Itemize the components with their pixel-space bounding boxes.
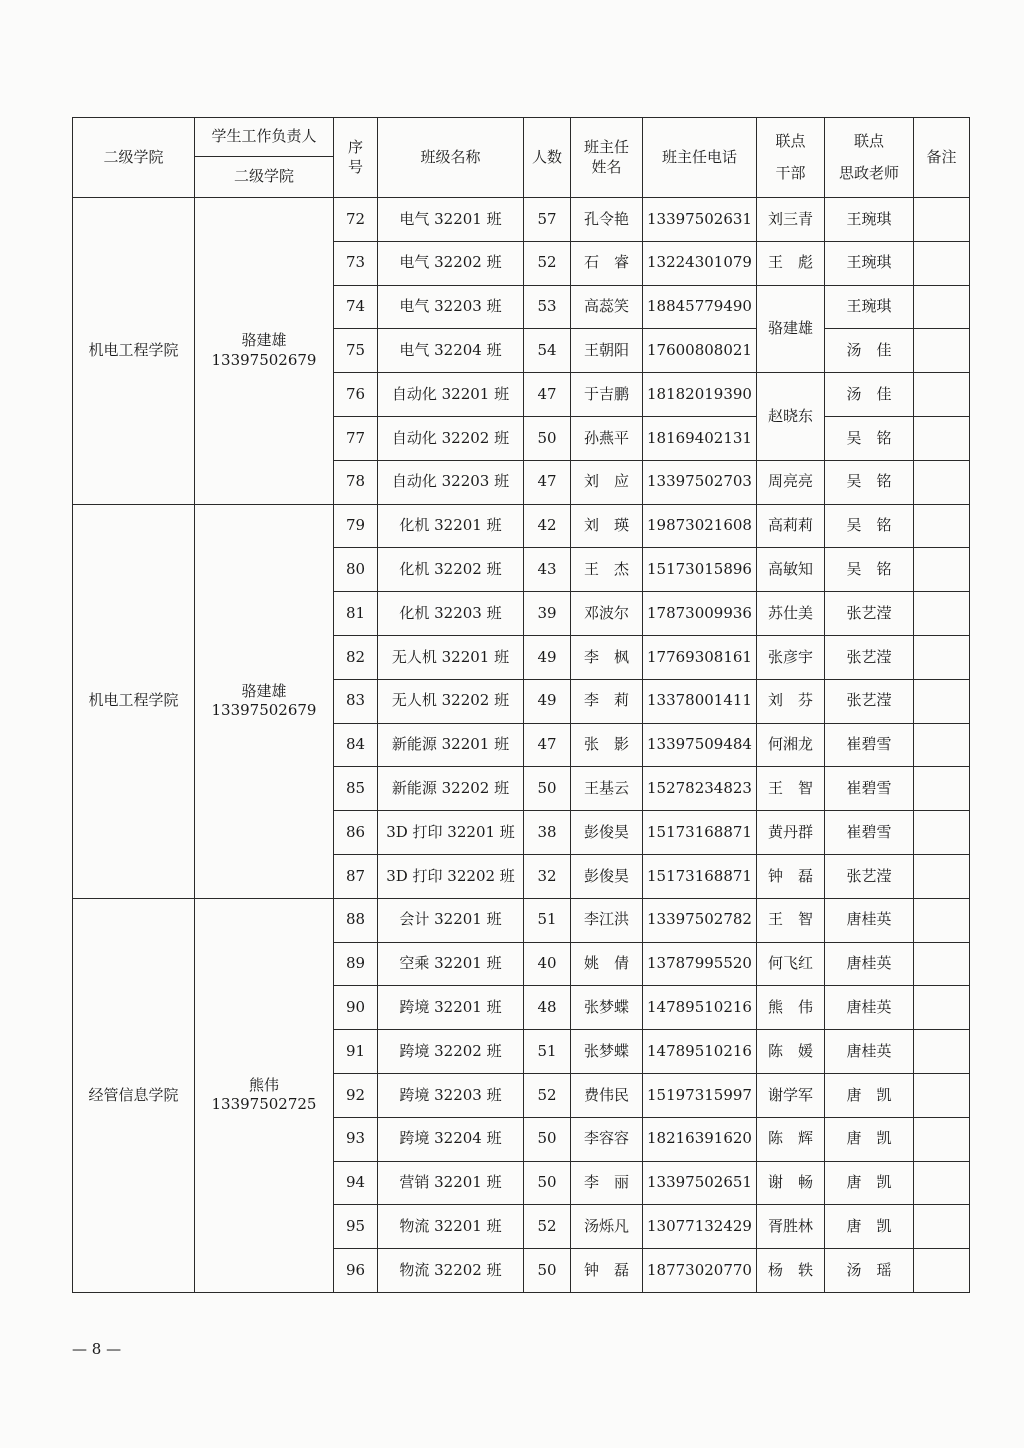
teacher-phone-cell: 15173015896 <box>643 548 757 592</box>
ideo-teacher-cell: 唐 凯 <box>825 1205 914 1249</box>
class-name-cell: 自动化 32203 班 <box>378 460 524 504</box>
cadre-cell: 骆建雄 <box>757 285 825 373</box>
teacher-phone-cell: 13077132429 <box>643 1205 757 1249</box>
cadre-cell: 王 彪 <box>757 241 825 285</box>
header-seq <box>334 118 378 198</box>
ideo-teacher-cell: 吴 铭 <box>825 416 914 460</box>
seq-cell: 96 <box>334 1249 378 1293</box>
class-roster-table <box>72 117 970 1293</box>
count-cell: 53 <box>524 285 571 329</box>
seq-cell: 77 <box>334 416 378 460</box>
count-cell: 50 <box>524 416 571 460</box>
header-leader-sub: 二级学院 <box>195 157 334 198</box>
count-cell: 52 <box>524 241 571 285</box>
cadre-cell: 谢学军 <box>757 1073 825 1117</box>
cadre-cell: 刘 芬 <box>757 679 825 723</box>
table-row <box>73 898 970 942</box>
count-cell: 40 <box>524 942 571 986</box>
ideo-teacher-cell: 汤 瑶 <box>825 1249 914 1293</box>
teacher-name-cell: 孙燕平 <box>571 416 643 460</box>
header-teacher-name-line1: 班主任 <box>583 138 629 156</box>
class-name-cell: 化机 32201 班 <box>378 504 524 548</box>
page-number: — 8 — <box>72 1340 122 1358</box>
remarks-cell <box>914 986 970 1030</box>
class-name-cell: 电气 32204 班 <box>378 329 524 373</box>
header-leader-group: 学生工作负责人 <box>195 118 334 157</box>
seq-cell: 78 <box>334 460 378 504</box>
count-cell: 32 <box>524 854 571 898</box>
remarks-cell <box>914 898 970 942</box>
count-cell: 39 <box>524 592 571 636</box>
cadre-cell: 何湘龙 <box>757 723 825 767</box>
header-class-name: 班级名称 <box>378 118 524 198</box>
teacher-name-cell: 王基云 <box>571 767 643 811</box>
cadre-cell: 高莉莉 <box>757 504 825 548</box>
teacher-phone-cell: 13397502703 <box>643 460 757 504</box>
teacher-name-cell: 王朝阳 <box>571 329 643 373</box>
class-name-cell: 无人机 32201 班 <box>378 635 524 679</box>
remarks-cell <box>914 460 970 504</box>
cadre-cell: 苏仕美 <box>757 592 825 636</box>
remarks-cell <box>914 241 970 285</box>
seq-cell: 85 <box>334 767 378 811</box>
ideo-teacher-cell: 唐 凯 <box>825 1117 914 1161</box>
ideo-teacher-cell: 崔碧雪 <box>825 811 914 855</box>
seq-cell: 89 <box>334 942 378 986</box>
teacher-name-cell: 李 枫 <box>571 635 643 679</box>
seq-cell: 86 <box>334 811 378 855</box>
teacher-phone-cell: 18773020770 <box>643 1249 757 1293</box>
class-name-cell: 物流 32202 班 <box>378 1249 524 1293</box>
teacher-phone-cell: 13397502631 <box>643 198 757 242</box>
ideo-teacher-cell: 唐 凯 <box>825 1161 914 1205</box>
teacher-name-cell: 钟 磊 <box>571 1249 643 1293</box>
college-cell: 机电工程学院 <box>73 504 195 898</box>
teacher-name-cell: 彭俊昊 <box>571 811 643 855</box>
teacher-phone-cell: 17873009936 <box>643 592 757 636</box>
teacher-name-cell: 李江洪 <box>571 898 643 942</box>
leader-name: 熊伟 <box>248 1075 279 1094</box>
seq-cell: 91 <box>334 1030 378 1074</box>
count-cell: 50 <box>524 1161 571 1205</box>
class-name-cell: 跨境 32202 班 <box>378 1030 524 1074</box>
teacher-phone-cell: 17769308161 <box>643 635 757 679</box>
remarks-cell <box>914 373 970 417</box>
table-row <box>73 198 970 242</box>
count-cell: 52 <box>524 1205 571 1249</box>
teacher-name-cell: 彭俊昊 <box>571 854 643 898</box>
teacher-phone-cell: 14789510216 <box>643 1030 757 1074</box>
teacher-name-cell: 李容容 <box>571 1117 643 1161</box>
cadre-cell: 谢 畅 <box>757 1161 825 1205</box>
teacher-name-cell: 张 影 <box>571 723 643 767</box>
class-name-cell: 化机 32203 班 <box>378 592 524 636</box>
ideo-teacher-cell: 汤 佳 <box>825 329 914 373</box>
seq-cell: 90 <box>334 986 378 1030</box>
ideo-teacher-cell: 唐桂英 <box>825 898 914 942</box>
seq-cell: 92 <box>334 1073 378 1117</box>
teacher-name-cell: 于吉鹏 <box>571 373 643 417</box>
leader-name: 骆建雄 <box>241 681 287 700</box>
seq-cell: 72 <box>334 198 378 242</box>
class-name-cell: 跨境 32201 班 <box>378 986 524 1030</box>
remarks-cell <box>914 285 970 329</box>
teacher-phone-cell: 15197315997 <box>643 1073 757 1117</box>
seq-cell: 74 <box>334 285 378 329</box>
teacher-phone-cell: 17600808021 <box>643 329 757 373</box>
count-cell: 48 <box>524 986 571 1030</box>
ideo-teacher-cell: 王琬琪 <box>825 198 914 242</box>
header-ideo-line1: 联点 <box>853 132 884 150</box>
teacher-name-cell: 汤烁凡 <box>571 1205 643 1249</box>
ideo-teacher-cell: 唐桂英 <box>825 986 914 1030</box>
header-college: 二级学院 <box>73 118 195 198</box>
teacher-phone-cell: 15173168871 <box>643 854 757 898</box>
cadre-cell: 熊 伟 <box>757 986 825 1030</box>
remarks-cell <box>914 416 970 460</box>
header-cadre-line1: 联点 <box>775 132 806 150</box>
remarks-cell <box>914 635 970 679</box>
teacher-phone-cell: 15278234823 <box>643 767 757 811</box>
class-name-cell: 自动化 32202 班 <box>378 416 524 460</box>
seq-cell: 94 <box>334 1161 378 1205</box>
header-seq-text: 序号 <box>348 138 364 176</box>
ideo-teacher-cell: 王琬琪 <box>825 285 914 329</box>
class-name-cell: 电气 32202 班 <box>378 241 524 285</box>
header-ideo-teacher <box>825 118 914 198</box>
cadre-cell: 刘三青 <box>757 198 825 242</box>
remarks-cell <box>914 723 970 767</box>
seq-cell: 83 <box>334 679 378 723</box>
header-row-top <box>73 118 970 157</box>
count-cell: 51 <box>524 1030 571 1074</box>
seq-cell: 76 <box>334 373 378 417</box>
cadre-cell: 陈 辉 <box>757 1117 825 1161</box>
remarks-cell <box>914 942 970 986</box>
remarks-cell <box>914 767 970 811</box>
header-teacher-name <box>571 118 643 198</box>
header-ideo-line2: 思政老师 <box>838 163 899 182</box>
class-name-cell: 跨境 32204 班 <box>378 1117 524 1161</box>
teacher-name-cell: 张梦蝶 <box>571 986 643 1030</box>
count-cell: 50 <box>524 1249 571 1293</box>
remarks-cell <box>914 1073 970 1117</box>
teacher-phone-cell: 13224301079 <box>643 241 757 285</box>
teacher-name-cell: 高蕊笑 <box>571 285 643 329</box>
ideo-teacher-cell: 吴 铭 <box>825 504 914 548</box>
header-cadre-line2: 干部 <box>775 163 806 182</box>
remarks-cell <box>914 329 970 373</box>
ideo-teacher-cell: 张艺滢 <box>825 854 914 898</box>
cadre-cell: 高敏知 <box>757 548 825 592</box>
teacher-phone-cell: 13787995520 <box>643 942 757 986</box>
cadre-cell: 黄丹群 <box>757 811 825 855</box>
college-cell: 机电工程学院 <box>73 198 195 505</box>
class-name-cell: 空乘 32201 班 <box>378 942 524 986</box>
cadre-cell: 张彦宇 <box>757 635 825 679</box>
leader-cell <box>195 898 334 1292</box>
header-count: 人数 <box>524 118 571 198</box>
cadre-cell: 陈 媛 <box>757 1030 825 1074</box>
ideo-teacher-cell: 王琬琪 <box>825 241 914 285</box>
teacher-name-cell: 姚 倩 <box>571 942 643 986</box>
count-cell: 38 <box>524 811 571 855</box>
college-cell: 经管信息学院 <box>73 898 195 1292</box>
ideo-teacher-cell: 张艺滢 <box>825 679 914 723</box>
count-cell: 47 <box>524 373 571 417</box>
count-cell: 54 <box>524 329 571 373</box>
leader-cell <box>195 198 334 505</box>
seq-cell: 88 <box>334 898 378 942</box>
teacher-phone-cell: 19873021608 <box>643 504 757 548</box>
cadre-cell: 王 智 <box>757 898 825 942</box>
header-teacher-name-line2: 姓名 <box>591 157 622 176</box>
class-name-cell: 新能源 32202 班 <box>378 767 524 811</box>
remarks-cell <box>914 548 970 592</box>
teacher-name-cell: 张梦蝶 <box>571 1030 643 1074</box>
cadre-cell: 王 智 <box>757 767 825 811</box>
teacher-name-cell: 石 睿 <box>571 241 643 285</box>
remarks-cell <box>914 1161 970 1205</box>
leader-phone: 13397502725 <box>211 1095 317 1114</box>
ideo-teacher-cell: 崔碧雪 <box>825 767 914 811</box>
seq-cell: 81 <box>334 592 378 636</box>
teacher-name-cell: 费伟民 <box>571 1073 643 1117</box>
teacher-name-cell: 邓波尔 <box>571 592 643 636</box>
ideo-teacher-cell: 唐桂英 <box>825 1030 914 1074</box>
seq-cell: 75 <box>334 329 378 373</box>
count-cell: 57 <box>524 198 571 242</box>
class-name-cell: 3D 打印 32201 班 <box>378 811 524 855</box>
remarks-cell <box>914 1030 970 1074</box>
class-name-cell: 新能源 32201 班 <box>378 723 524 767</box>
teacher-phone-cell: 15173168871 <box>643 811 757 855</box>
cadre-cell: 周亮亮 <box>757 460 825 504</box>
teacher-name-cell: 李 莉 <box>571 679 643 723</box>
remarks-cell <box>914 198 970 242</box>
count-cell: 49 <box>524 635 571 679</box>
teacher-phone-cell: 18845779490 <box>643 285 757 329</box>
header-teacher-phone: 班主任电话 <box>643 118 757 198</box>
count-cell: 43 <box>524 548 571 592</box>
teacher-phone-cell: 18182019390 <box>643 373 757 417</box>
table-body <box>73 198 970 1293</box>
teacher-phone-cell: 14789510216 <box>643 986 757 1030</box>
class-name-cell: 会计 32201 班 <box>378 898 524 942</box>
class-name-cell: 物流 32201 班 <box>378 1205 524 1249</box>
seq-cell: 93 <box>334 1117 378 1161</box>
class-name-cell: 电气 32201 班 <box>378 198 524 242</box>
cadre-cell: 钟 磊 <box>757 854 825 898</box>
table-row <box>73 504 970 548</box>
class-name-cell: 3D 打印 32202 班 <box>378 854 524 898</box>
count-cell: 50 <box>524 767 571 811</box>
remarks-cell <box>914 811 970 855</box>
ideo-teacher-cell: 吴 铭 <box>825 548 914 592</box>
seq-cell: 84 <box>334 723 378 767</box>
count-cell: 47 <box>524 723 571 767</box>
teacher-name-cell: 李 丽 <box>571 1161 643 1205</box>
cadre-cell: 赵晓东 <box>757 373 825 461</box>
teacher-phone-cell: 13397509484 <box>643 723 757 767</box>
remarks-cell <box>914 1205 970 1249</box>
count-cell: 47 <box>524 460 571 504</box>
teacher-phone-cell: 18169402131 <box>643 416 757 460</box>
seq-cell: 79 <box>334 504 378 548</box>
seq-cell: 87 <box>334 854 378 898</box>
seq-cell: 73 <box>334 241 378 285</box>
teacher-phone-cell: 13397502782 <box>643 898 757 942</box>
ideo-teacher-cell: 唐 凯 <box>825 1073 914 1117</box>
remarks-cell <box>914 504 970 548</box>
ideo-teacher-cell: 吴 铭 <box>825 460 914 504</box>
teacher-name-cell: 刘 应 <box>571 460 643 504</box>
remarks-cell <box>914 592 970 636</box>
count-cell: 50 <box>524 1117 571 1161</box>
leader-phone: 13397502679 <box>211 701 317 720</box>
teacher-name-cell: 孔令艳 <box>571 198 643 242</box>
count-cell: 52 <box>524 1073 571 1117</box>
teacher-phone-cell: 18216391620 <box>643 1117 757 1161</box>
header-cadre <box>757 118 825 198</box>
ideo-teacher-cell: 唐桂英 <box>825 942 914 986</box>
ideo-teacher-cell: 张艺滢 <box>825 635 914 679</box>
cadre-cell: 杨 轶 <box>757 1249 825 1293</box>
class-name-cell: 跨境 32203 班 <box>378 1073 524 1117</box>
cadre-cell: 胥胜林 <box>757 1205 825 1249</box>
class-name-cell: 无人机 32202 班 <box>378 679 524 723</box>
leader-phone: 13397502679 <box>211 350 317 369</box>
seq-cell: 82 <box>334 635 378 679</box>
count-cell: 49 <box>524 679 571 723</box>
seq-cell: 95 <box>334 1205 378 1249</box>
cadre-cell: 何飞红 <box>757 942 825 986</box>
teacher-phone-cell: 13378001411 <box>643 679 757 723</box>
seq-cell: 80 <box>334 548 378 592</box>
count-cell: 42 <box>524 504 571 548</box>
count-cell: 51 <box>524 898 571 942</box>
leader-cell <box>195 504 334 898</box>
ideo-teacher-cell: 汤 佳 <box>825 373 914 417</box>
class-name-cell: 电气 32203 班 <box>378 285 524 329</box>
remarks-cell <box>914 1249 970 1293</box>
class-name-cell: 营销 32201 班 <box>378 1161 524 1205</box>
teacher-name-cell: 王 杰 <box>571 548 643 592</box>
class-name-cell: 自动化 32201 班 <box>378 373 524 417</box>
ideo-teacher-cell: 崔碧雪 <box>825 723 914 767</box>
ideo-teacher-cell: 张艺滢 <box>825 592 914 636</box>
remarks-cell <box>914 679 970 723</box>
teacher-phone-cell: 13397502651 <box>643 1161 757 1205</box>
leader-name: 骆建雄 <box>241 331 287 350</box>
class-name-cell: 化机 32202 班 <box>378 548 524 592</box>
teacher-name-cell: 刘 瑛 <box>571 504 643 548</box>
header-remarks: 备注 <box>914 118 970 198</box>
remarks-cell <box>914 1117 970 1161</box>
remarks-cell <box>914 854 970 898</box>
